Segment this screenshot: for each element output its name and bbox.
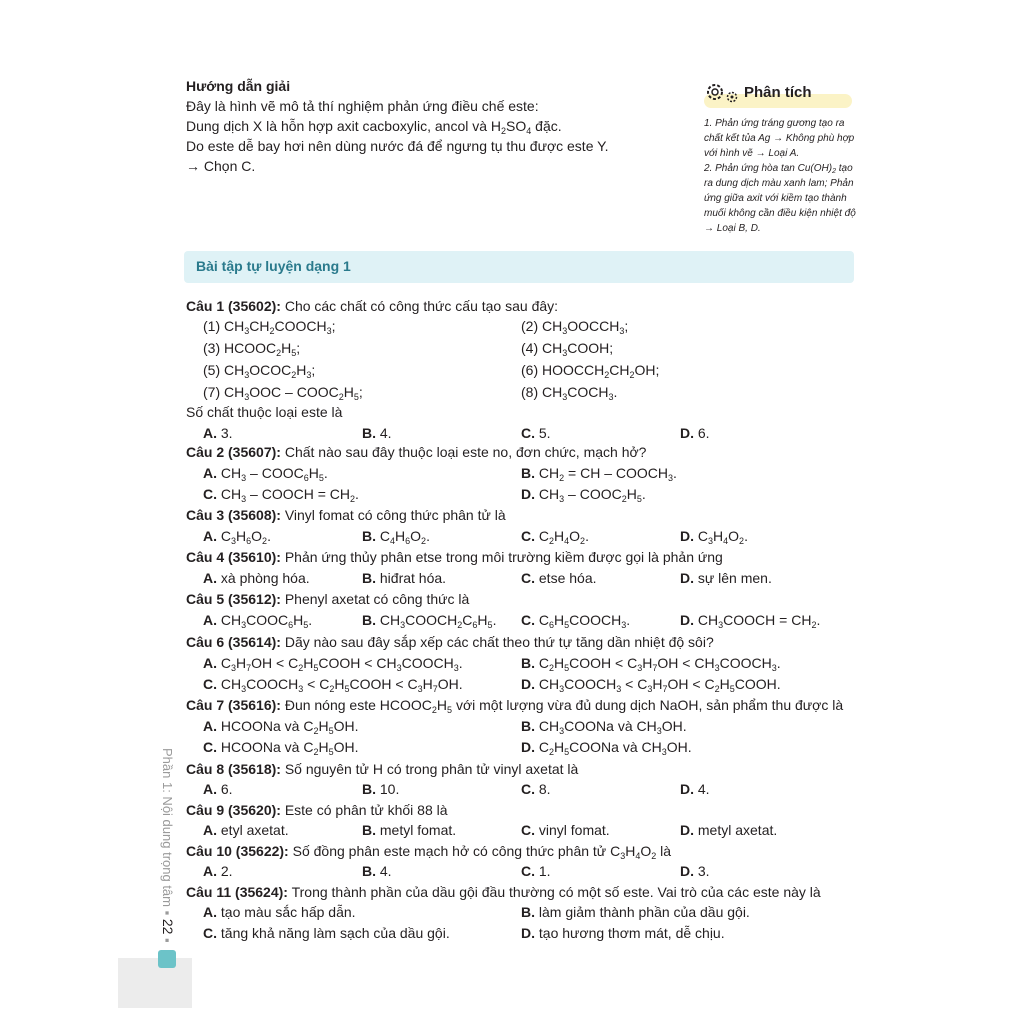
option: (8) $CH_3COCH_3$. bbox=[521, 384, 618, 402]
answer: C. tăng khả năng làm sạch của dầu gội. bbox=[203, 925, 450, 941]
question-11: Câu 11 (35624): Trong thành phần của dầu gội đầu thường có một số este. Vai trò của các este này là bbox=[186, 884, 821, 900]
option: (7) $CH_3OOC$ – $COOC_2H_5$; bbox=[203, 384, 363, 402]
option: (3) $HCOOC_2H_5$; bbox=[203, 340, 301, 358]
answer: C. $CH_3$ – COOCH = $CH_2$. bbox=[203, 486, 359, 504]
question-9: Câu 9 (35620): Este có phân tử khối 88 là bbox=[186, 802, 448, 818]
question-stem: Số chất thuộc loại este là bbox=[186, 404, 343, 420]
answer: D. $CH_3COOCH_3 < C_3H_7OH$ < $C_2H_5COOH$. bbox=[521, 676, 781, 694]
answer: C. 5. bbox=[521, 425, 551, 441]
answer: C. $CH_3COOCH_3$ < $C_2H_5COOH < C_3H_7OH$. bbox=[203, 676, 463, 694]
answer: A. $C_3H_7OH$ < $C_2H_5COOH$ < $CH_3COOCH_3$. bbox=[203, 655, 463, 673]
answer: D. 6. bbox=[680, 425, 710, 441]
answer: B. $CH_3COOCH_2C_6H_5$. bbox=[362, 612, 497, 630]
gear-icon bbox=[704, 80, 742, 106]
question-3: Câu 3 (35608): Vinyl fomat có công thức phân tử là bbox=[186, 507, 506, 523]
page-corner-tab bbox=[118, 958, 192, 1008]
answer: D. $C_3H_4O_2$. bbox=[680, 528, 748, 546]
option: (4) $CH_3COOH$; bbox=[521, 340, 614, 358]
answer: A. xà phòng hóa. bbox=[203, 570, 310, 586]
answer: C. $C_2H_4O_2$. bbox=[521, 528, 589, 546]
answer: A. etyl axetat. bbox=[203, 822, 289, 838]
answer: C. HCOONa và $C_2H_5OH$. bbox=[203, 739, 359, 757]
solution-line: → Chọn C. bbox=[186, 158, 256, 174]
answer: A. $C_3H_6O_2$. bbox=[203, 528, 271, 546]
solution-line: Do este dễ bay hơi nên dùng nước đá để ngưng tụ thu được este Y. bbox=[186, 138, 609, 154]
page-marker bbox=[158, 950, 176, 968]
exercise-header-box bbox=[184, 251, 854, 283]
question-7: Câu 7 (35616): Đun nóng este $HCOOC_2H_5$ với một lượng vừa đủ dung dịch NaOH, sản phẩm thu được là bbox=[186, 697, 844, 715]
answer: D. 4. bbox=[680, 781, 710, 797]
answer: B. $CH_2$ = CH – $COOCH_3$. bbox=[521, 465, 677, 483]
answer: C. etse hóa. bbox=[521, 570, 597, 586]
question-6: Câu 6 (35614): Dãy nào sau đây sắp xếp các chất theo thứ tự tăng dần nhiệt độ sôi? bbox=[186, 634, 714, 650]
answer: B. $C_2H_5COOH < C_3H_7OH$ < $CH_3COOCH_3$. bbox=[521, 655, 781, 673]
answer: A. $CH_3$ – $COOC_6H_5$. bbox=[203, 465, 328, 483]
answer: B. $C_4H_6O_2$. bbox=[362, 528, 430, 546]
answer: B. hiđrat hóa. bbox=[362, 570, 447, 586]
answer: D. $CH_3$ – $COOC_2H_5$. bbox=[521, 486, 646, 504]
answer: B. 10. bbox=[362, 781, 400, 797]
option: (1) $CH_3CH_2COOCH_3$; bbox=[203, 318, 336, 336]
question-1: Câu 1 (35602): Cho các chất có công thức cấu tạo sau đây: bbox=[186, 298, 559, 314]
solution-heading: Hướng dẫn giải bbox=[186, 78, 291, 94]
answer: B. 4. bbox=[362, 425, 392, 441]
answer: D. $C_2H_5COONa$ và $CH_3OH$. bbox=[521, 739, 692, 757]
question-10: Câu 10 (35622): Số đồng phân este mạch hở có công thức phân tử $C_3H_4O_2$ là bbox=[186, 843, 672, 861]
exercise-header-title: Bài tập tự luyện dạng 1 bbox=[196, 258, 351, 274]
answer: D. 3. bbox=[680, 863, 710, 879]
solution-line: Dung dịch X là hỗn hợp axit cacboxylic, ancol và $H_2SO_4$ đặc. bbox=[186, 118, 562, 136]
aside-text: 1. Phản ứng tráng gương tạo ra chất kết tủa Ag → Không phù hợp với hình vẽ → Loại A. 2. Phản ứng hòa $\tan Cu(OH)_2$ tạo ra dung dịch màu xanh lam; Phản ứng giữa axit với kiềm tạo thành muối không cần điều kiện nhiệt độ → Loại B, D. bbox=[704, 118, 856, 234]
question-8: Câu 8 (35618): Số nguyên tử H có trong phân tử vinyl axetat là bbox=[186, 761, 579, 777]
question-2: Câu 2 (35607): Chất nào sau đây thuộc loại este no, đơn chức, mạch hở? bbox=[186, 444, 647, 460]
aside-title: Phân tích bbox=[744, 84, 812, 101]
page-number: 22 bbox=[160, 918, 176, 935]
question-4: Câu 4 (35610): Phản ứng thủy phân etse trong môi trường kiềm được gọi là phản ứng bbox=[186, 549, 723, 565]
answer: B. metyl fomat. bbox=[362, 822, 457, 838]
answer: B. làm giảm thành phần của dầu gội. bbox=[521, 904, 750, 920]
answer: B. $CH_3COONa$ và $CH_3OH$. bbox=[521, 718, 687, 736]
solution-line: Đây là hình vẽ mô tả thí nghiệm phản ứng điều chế este: bbox=[186, 98, 539, 114]
section-label: Phần 1: Nội dung trọng tâm ▪ 22 ▪ bbox=[160, 748, 176, 943]
question-5: Câu 5 (35612): Phenyl axetat có công thức là bbox=[186, 591, 470, 607]
answer: C. 1. bbox=[521, 863, 551, 879]
answer: B. 4. bbox=[362, 863, 392, 879]
answer: D. sự lên men. bbox=[680, 570, 772, 586]
answer: D. $CH_3COOCH = CH_2$. bbox=[680, 612, 821, 630]
option: (2) $CH_3OOCCH_3$; bbox=[521, 318, 629, 336]
answer: A. 3. bbox=[203, 425, 233, 441]
answer: A. 2. bbox=[203, 863, 233, 879]
answer: A. 6. bbox=[203, 781, 233, 797]
answer: C. vinyl fomat. bbox=[521, 822, 610, 838]
option: (5) $CH_3OCOC_2H_3$; bbox=[203, 362, 316, 380]
answer: D. metyl axetat. bbox=[680, 822, 778, 838]
answer: A. HCOONa và $C_2H_5OH$. bbox=[203, 718, 359, 736]
answer: D. tạo hương thơm mát, dễ chịu. bbox=[521, 925, 725, 941]
answer: A. tạo màu sắc hấp dẫn. bbox=[203, 904, 356, 920]
option: (6) $HOOCCH_2CH_2OH$; bbox=[521, 362, 660, 380]
answer: C. $C_6H_5COOCH_3$. bbox=[521, 612, 631, 630]
section-name: Phần 1: Nội dung trọng tâm bbox=[160, 748, 175, 907]
answer: A. $CH_3COOC_6H_5$. bbox=[203, 612, 313, 630]
answer: C. 8. bbox=[521, 781, 551, 797]
